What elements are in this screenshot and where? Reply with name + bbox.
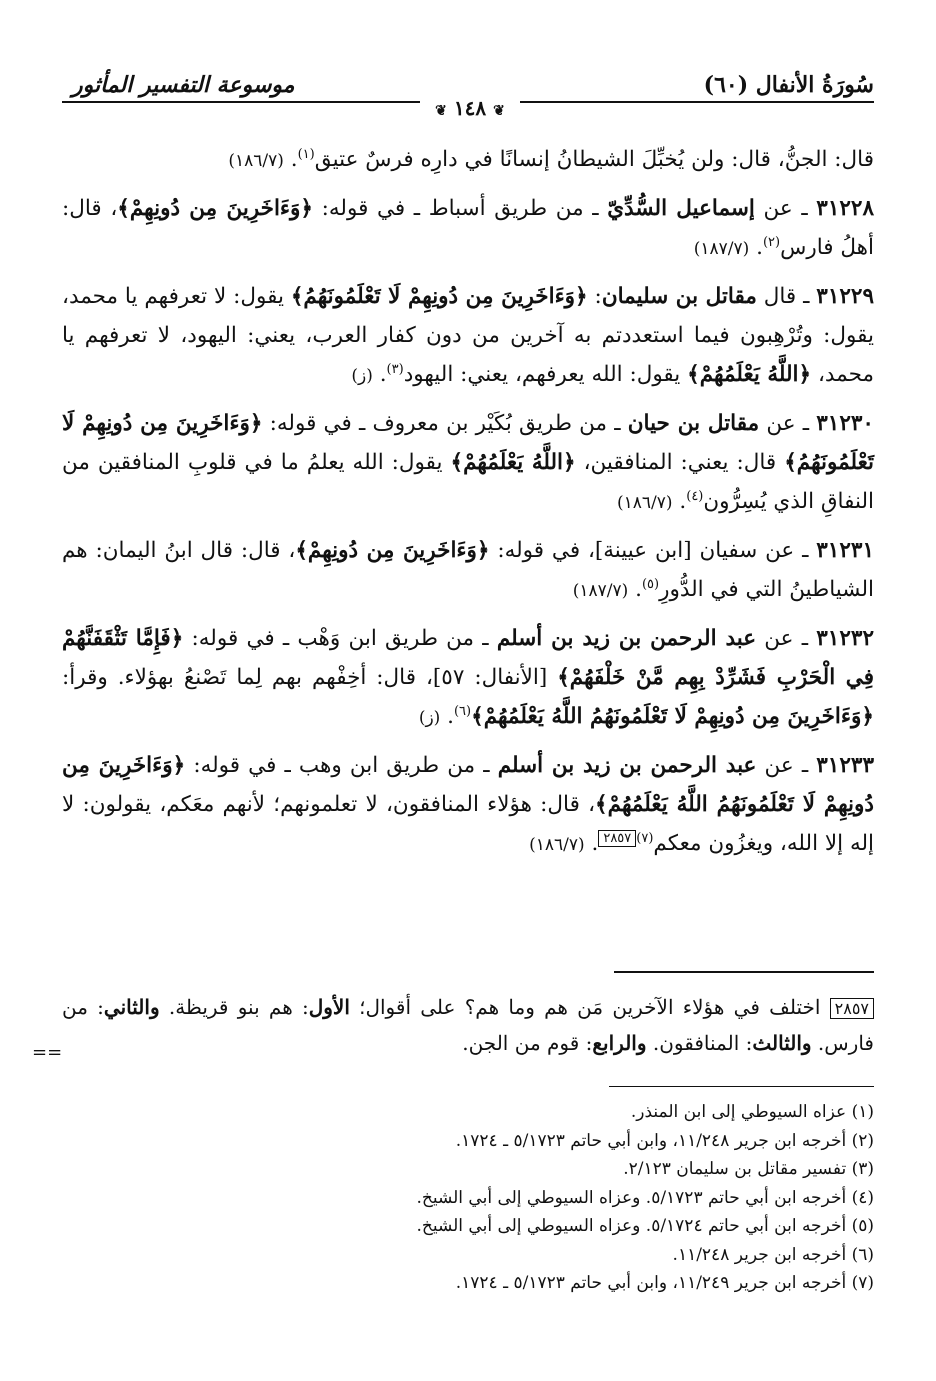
text: قال: الجنُّ، قال: ولن يُخبِّلَ الشيطانُ إنسانًا في دارِه فرسٌ عتيق bbox=[314, 147, 874, 172]
narration-number: ٣١٢٣١ bbox=[816, 538, 874, 563]
footnote: (٥) أخرجه ابن أبي حاتم ٥/١٧٢٤. وعزاه السيوطي إلى أبي الشيخ. bbox=[416, 1216, 874, 1236]
text: : هم بنو قريظة. bbox=[159, 995, 309, 1019]
narration-number: ٣١٢٣٣ bbox=[816, 753, 874, 778]
text: ـ من طريق ابن وَهْب ـ في قوله: bbox=[183, 626, 497, 651]
volume-reference: (١٨٧/٧) bbox=[572, 581, 629, 601]
footnote-marker: (٤) bbox=[686, 488, 704, 504]
footnote-marker: (٥) bbox=[641, 576, 660, 592]
narrator-name: مقاتل بن حيان bbox=[627, 411, 760, 436]
text: : bbox=[587, 284, 602, 309]
quran-quote: ﴿وَءَاخَرِينَ مِن دُونِهِمْ لَا تَعْلَمُونَهُمُ﴾ bbox=[62, 411, 874, 475]
narration-31229 bbox=[62, 277, 874, 396]
footnote: (٧) أخرجه ابن جرير ١١/٢٤٩، وابن أبي حاتم ٥/١٧٢٣ ـ ١٧٢٤. bbox=[455, 1273, 874, 1293]
footnote: (٤) أخرجه ابن أبي حاتم ٥/١٧٢٣. وعزاه السيوطي إلى أبي الشيخ. bbox=[416, 1187, 874, 1208]
footnote: (١) عزاه السيوطي إلى ابن المنذر. bbox=[630, 1102, 874, 1122]
text: قال: يعني: المنافقين، bbox=[575, 450, 785, 475]
narration-number: ٣١٢٣٠ bbox=[816, 411, 874, 436]
text: . bbox=[372, 362, 387, 387]
ornament-icon: ❦ bbox=[435, 103, 447, 119]
text: ـ من طريق بُكَيْر بن معروف ـ في قوله: bbox=[262, 411, 628, 436]
text: . bbox=[584, 831, 599, 856]
volume-reference: (١٨٧/٧) bbox=[693, 239, 750, 259]
footnotes bbox=[62, 1098, 874, 1298]
text: ـ عن bbox=[754, 196, 817, 221]
footnote: (٣) تفسير مقاتل بن سليمان ٢/١٢٣. bbox=[623, 1159, 874, 1179]
narration-31230 bbox=[62, 404, 874, 523]
volume-reference: (١٨٦/٧) bbox=[228, 151, 284, 171]
ornament-icon: ❦ bbox=[493, 103, 505, 119]
text: . bbox=[283, 147, 298, 172]
text: ـ عن bbox=[756, 626, 817, 651]
text: ـ عن bbox=[759, 411, 817, 436]
keyword: والرابع bbox=[592, 1031, 647, 1055]
text: . bbox=[749, 235, 763, 260]
volume-reference: (ز) bbox=[418, 708, 441, 728]
narrator-name: إسماعيل السُّدِّيّ bbox=[607, 196, 755, 221]
quran-quote: ﴿وَءَاخَرِينَ مِن دُونِهِمْ لَا تَعْلَمُونَهُمُ﴾ bbox=[290, 284, 588, 309]
text: يقول: الله يعرفهم، يعني: اليهود bbox=[403, 362, 688, 387]
footnote-separator bbox=[609, 1086, 874, 1087]
narration-continuation bbox=[62, 140, 874, 181]
text: ـ قال bbox=[756, 284, 817, 309]
commentary-number: ٢٨٥٧ bbox=[830, 998, 874, 1019]
text: يقول: الله يعلمُ ما في قلوبِ المنافقين من النفاقِ الذي يُسِرُّون bbox=[62, 450, 874, 514]
footnote-marker: (٢) bbox=[762, 234, 781, 250]
narrator-name: عبد الرحمن بن زيد بن أسلم bbox=[496, 626, 757, 651]
narration-31232 bbox=[62, 619, 874, 738]
keyword: الأول bbox=[308, 995, 350, 1019]
volume-reference: (١٨٦/٧) bbox=[617, 493, 673, 513]
narration-31228 bbox=[62, 189, 874, 269]
commentary-separator bbox=[614, 971, 874, 973]
text: ، قال: أهلُ فارس bbox=[62, 196, 874, 260]
footnote-marker: (٦) bbox=[453, 703, 472, 719]
quran-quote: ﴿وَءَاخَرِينَ مِن دُونِهِمْ لَا تَعْلَمُونَهُمُ اللَّهُ يَعْلَمُهُمْ﴾ bbox=[62, 753, 874, 817]
text: : قوم من الجن. bbox=[462, 1031, 593, 1055]
narration-31231 bbox=[62, 531, 874, 611]
keyword: والثالث bbox=[752, 1031, 812, 1055]
text: ، قال: هؤلاء المنافقون، لا تعلمونهم؛ لأنهم معَكم، يقولون: لا إله إلا الله، ويغزُون معكم bbox=[62, 792, 874, 856]
narrator-name: عبد الرحمن بن زيد بن أسلم bbox=[497, 753, 757, 778]
narration-number: ٣١٢٢٨ bbox=[816, 196, 875, 221]
text: ، قال: قال ابنُ اليمان: هم الشياطينُ التي في الدُّورِ bbox=[62, 538, 874, 602]
text: اختلف في هؤلاء الآخرين مَن هم وما هم؟ على أقوال؛ bbox=[349, 995, 830, 1019]
text: . bbox=[672, 489, 687, 514]
footnote-marker: (١) bbox=[297, 146, 315, 162]
page-number-value: ١٤٨ bbox=[453, 96, 487, 120]
text: ـ من طريق أسباط ـ في قوله: bbox=[313, 196, 608, 221]
keyword: والثاني bbox=[103, 995, 160, 1019]
text: . bbox=[628, 577, 642, 602]
text: [الأنفال: ٥٧]، قال: أخِفْهم بهم لِما تَصْنعُ بهؤلاء. وقرأ: bbox=[62, 665, 558, 690]
narrator-name: مقاتل بن سليمان bbox=[601, 284, 757, 309]
quran-quote: ﴿وَءَاخَرِينَ مِن دُونِهِمْ لَا تَعْلَمُونَهُمُ اللَّهُ يَعْلَمُهُمْ﴾ bbox=[471, 704, 874, 729]
text: يقول: لا تعرفهم يا محمد، يقول: وتُرْهِبون فيما استعددتم به آخرين من دون كفار العرب، يعني: اليهود، لا تعرفهم يا محمد، bbox=[62, 284, 874, 387]
quran-quote: ﴿فَإِمَّا تَثْقَفَنَّهُمْ فِي الْحَرْبِ فَشَرِّدْ بِهِم مَّنْ خَلْفَهُمْ﴾ bbox=[62, 626, 874, 690]
volume-reference: (ز) bbox=[351, 366, 373, 386]
text: ـ عن سفيان [ابن عيينة]، في قوله: bbox=[489, 538, 817, 563]
quran-quote: ﴿وَءَاخَرِينَ مِن دُونِهِمْ﴾ bbox=[117, 196, 314, 221]
text: : من فارس. bbox=[62, 995, 874, 1055]
quran-quote: ﴿اللَّهُ يَعْلَمُهُمْ﴾ bbox=[687, 362, 812, 387]
narration-number: ٣١٢٣٢ bbox=[816, 626, 874, 651]
footnote: (٦) أخرجه ابن جرير ١١/٢٤٨. bbox=[672, 1244, 874, 1265]
text: ـ من طريق ابن وهب ـ في قوله: bbox=[185, 753, 498, 778]
volume-reference: (١٨٦/٧) bbox=[529, 835, 585, 855]
page-number bbox=[420, 96, 520, 120]
quran-quote: ﴿وَءَاخَرِينَ مِن دُونِهِمْ﴾ bbox=[295, 538, 490, 563]
quran-quote: ﴿اللَّهُ يَعْلَمُهُمْ﴾ bbox=[450, 450, 576, 475]
footnote-marker: (٧) bbox=[636, 830, 654, 846]
text: : المنافقون. bbox=[646, 1031, 753, 1055]
main-text bbox=[62, 140, 874, 873]
footnote: (٢) أخرجه ابن جرير ١١/٢٤٨، وابن أبي حاتم ٥/١٧٢٣ ـ ١٧٢٤. bbox=[455, 1130, 874, 1151]
text: . bbox=[440, 704, 454, 729]
commentary-box-marker: ٢٨٥٧ bbox=[598, 830, 636, 847]
footnote-marker: (٣) bbox=[386, 361, 404, 377]
surah-header: سُورَةُ الأنفال (٦٠) bbox=[703, 72, 874, 98]
continuation-mark: == bbox=[32, 1042, 63, 1063]
text: ـ عن bbox=[756, 753, 817, 778]
narration-31233 bbox=[62, 746, 874, 865]
book-title-header: موسوعة التفسير المأثور bbox=[72, 72, 295, 98]
commentary-note bbox=[62, 990, 874, 1060]
narration-number: ٣١٢٢٩ bbox=[816, 284, 875, 309]
